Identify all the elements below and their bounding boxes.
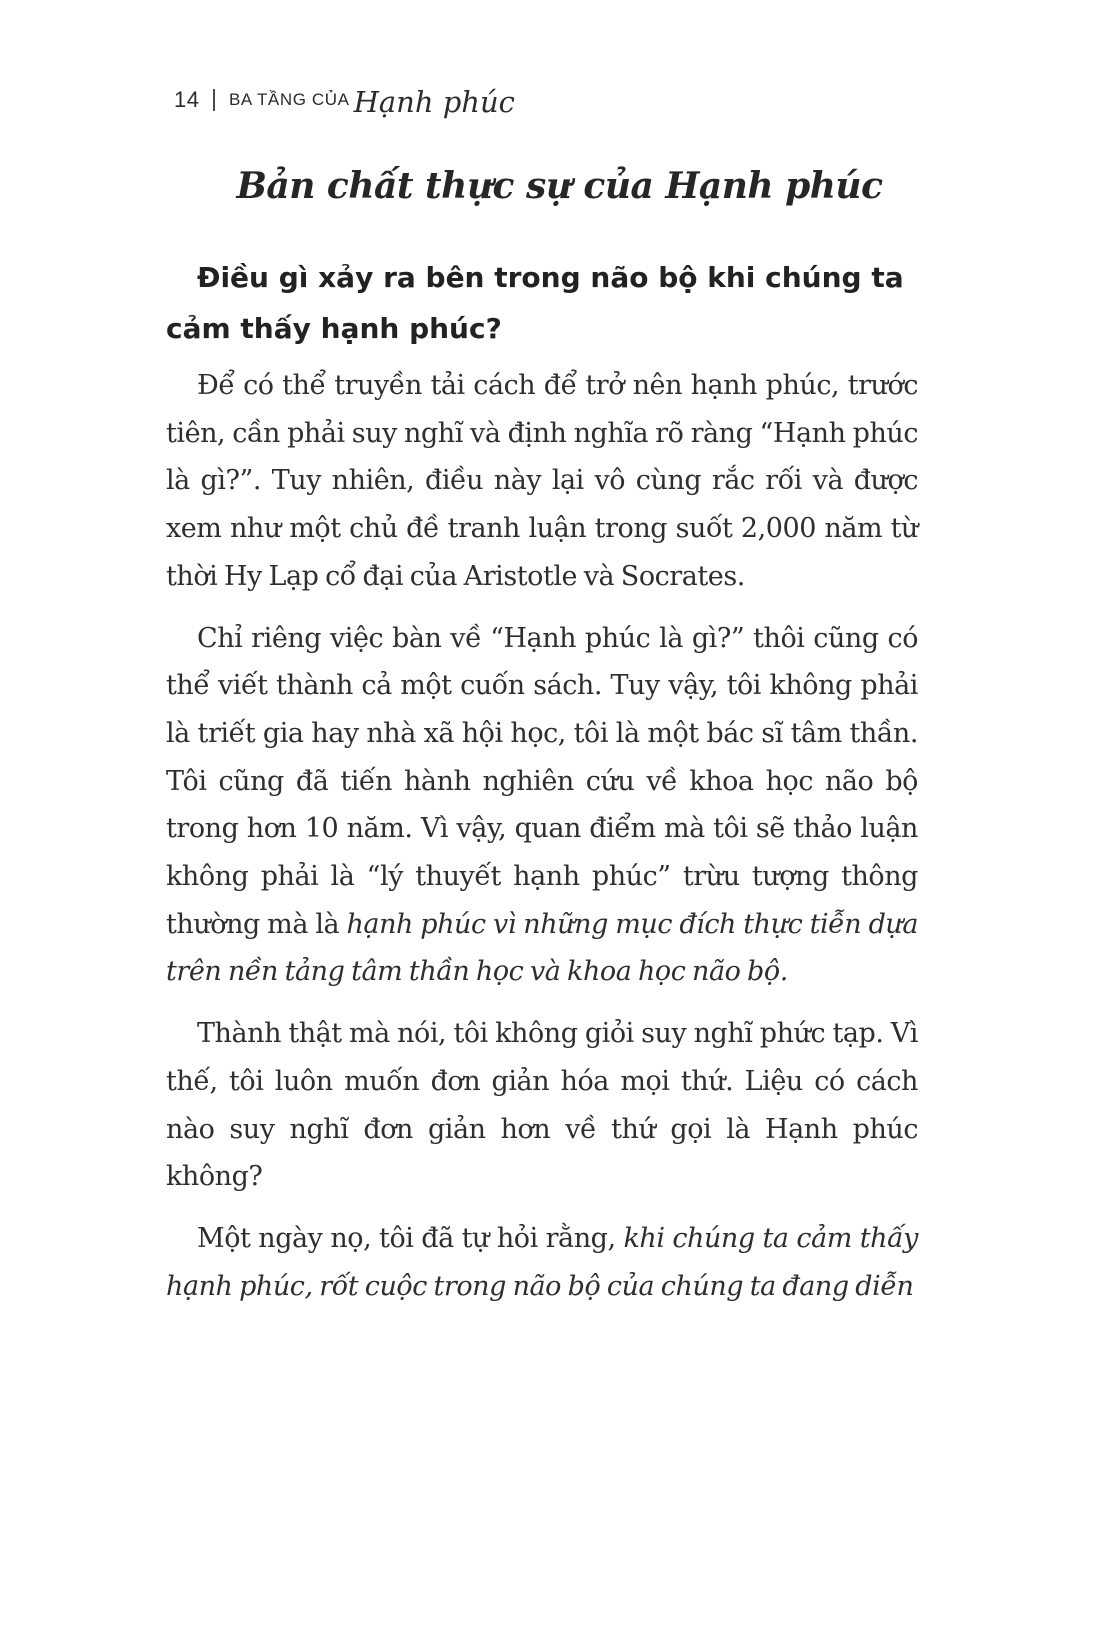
paragraph-emphasis: khi chúng ta cảm thấy hạnh phúc, rốt cuộc trong não bộ của chúng ta đang diễn <box>166 1222 918 1302</box>
book-title-script: Hạnh phúc <box>353 85 515 119</box>
page-number: 14 <box>174 87 200 112</box>
paragraph-text: Chỉ riêng việc bàn về “Hạnh phúc là gì?” thôi cũng có thể viết thành cả một cuốn sách. Tuy vậy, tôi không phải là triết gia hay nhà xã hội học, tôi là một bác sĩ tâm thần. Tôi cũng đã tiến hành nghiên cứu về khoa học não bộ trong hơn 10 năm. Vì vậy, quan điểm mà tôi sẽ thảo luận không phải là “lý thuyết hạnh phúc” trừu tượng thông thường mà là <box>166 622 918 940</box>
book-title-caps: BA TẦNG CỦA <box>228 90 350 109</box>
paragraph-text: Để có thể truyền tải cách để trở nên hạnh phúc, trước tiên, cần phải suy nghĩ và định nghĩa rõ ràng “Hạnh phúc là gì?”. Tuy nhiên, điều này lại vô cùng rắc rối và được xem như một chủ đề tranh luận trong suốt 2,000 năm từ thời Hy Lạp cổ đại của Aristotle và Socrates. <box>166 370 918 592</box>
body-text <box>166 362 918 1324</box>
chapter-title: Bản chất thực sự của Hạnh phúc <box>236 165 883 207</box>
paragraph-text: Một ngày nọ, tôi đã tự hỏi rằng, <box>197 1222 624 1254</box>
paragraph <box>166 1215 918 1310</box>
section-heading: Điều gì xảy ra bên trong não bộ khi chúng ta cảm thấy hạnh phúc? <box>166 261 904 345</box>
paragraph <box>166 1010 918 1201</box>
paragraph <box>166 362 918 601</box>
header-divider <box>213 89 215 111</box>
paragraph-text: Thành thật mà nói, tôi không giỏi suy nghĩ phức tạp. Vì thế, tôi luôn muốn đơn giản hóa mọi thứ. Liệu có cách nào suy nghĩ đơn giản hơn về thứ gọi là Hạnh phúc không? <box>166 1018 918 1193</box>
paragraph-emphasis: hạnh phúc vì những mục đích thực tiễn dựa trên nền tảng tâm thần học và khoa học não bộ. <box>166 908 919 988</box>
paragraph <box>166 615 918 997</box>
running-header <box>174 80 515 120</box>
